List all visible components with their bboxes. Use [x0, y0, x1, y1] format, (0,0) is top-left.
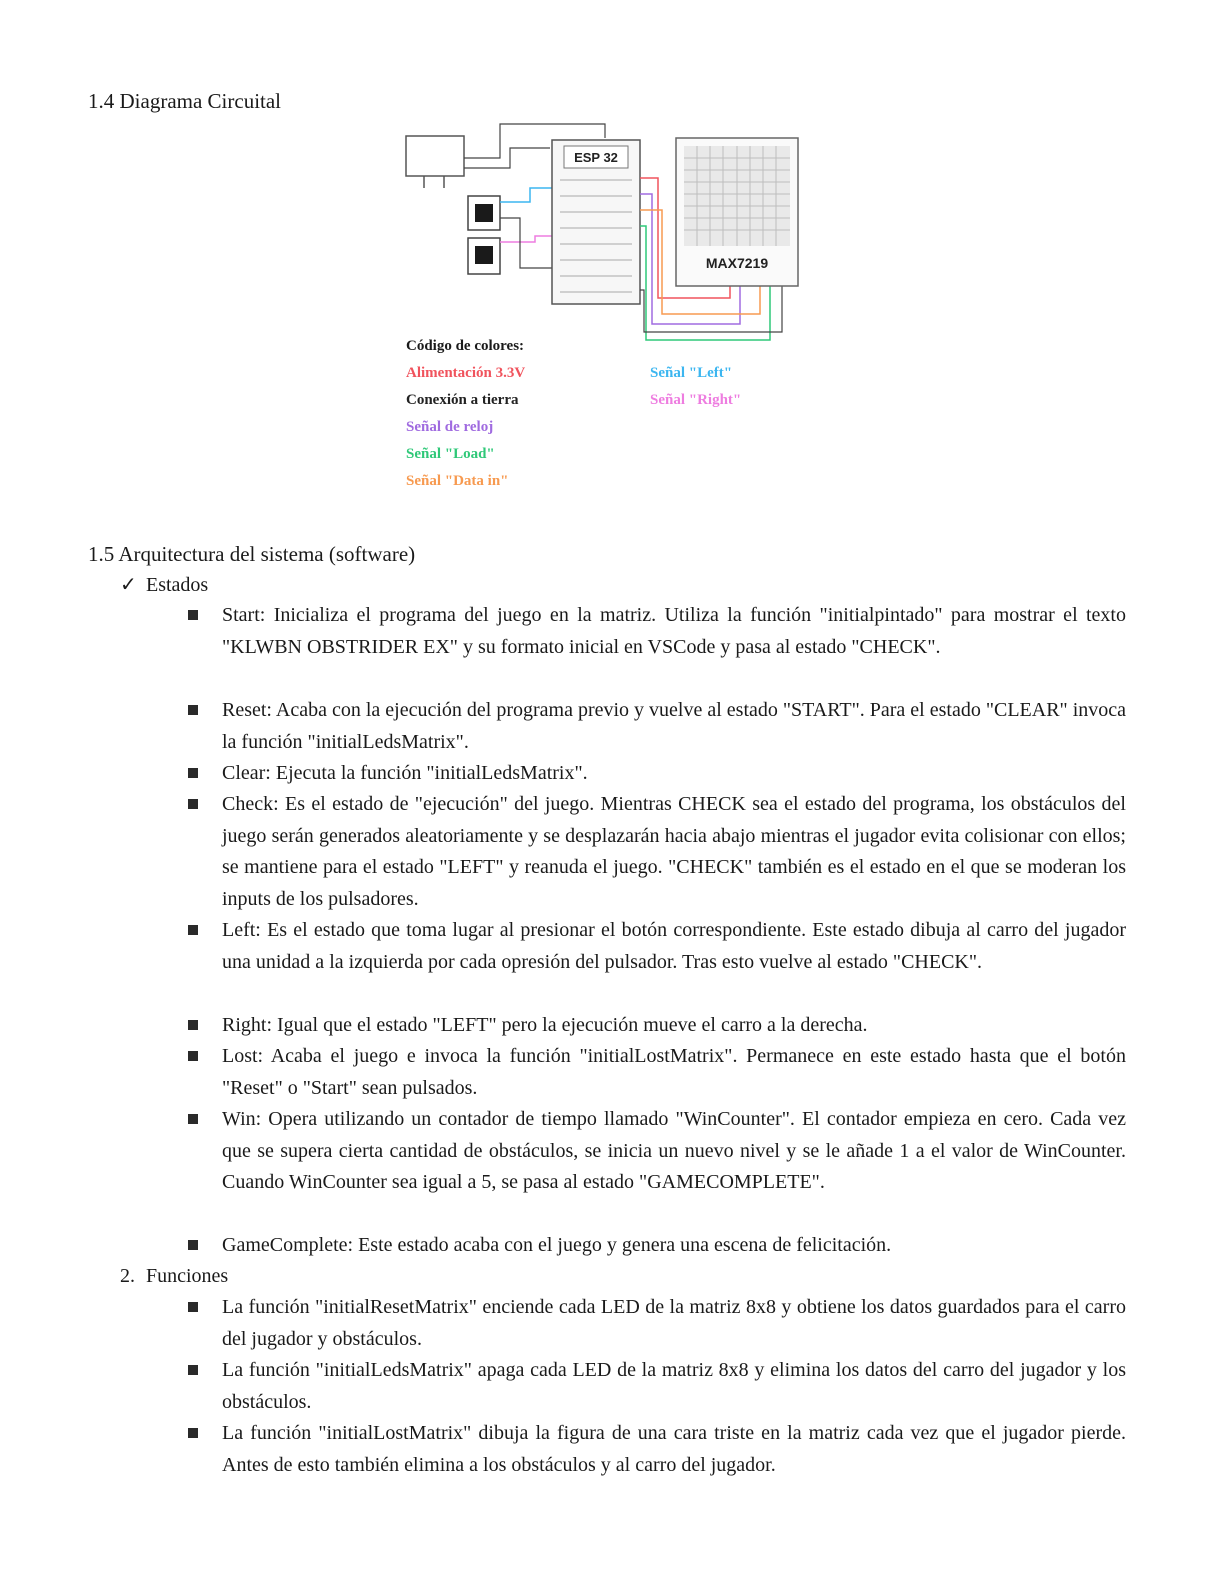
legend-item-data-in: Señal "Data in": [406, 473, 509, 489]
bullet-square-icon: [188, 768, 198, 778]
bullet-square-icon: [188, 1240, 198, 1250]
list-item: Check: Es el estado de "ejecución" del juego. Mientras CHECK sea el estado del programa, los obstáculos del juego serán generados aleatoriamente y se desplazarán hacia abajo mientras el jugador evita colisionar con ellos; se mantiene para el estado "LEFT" y reanuda el juego. "CHECK" también es el estado en el que se moderan los inputs de los pulsadores.: [188, 789, 1126, 915]
list-item: La función "initialLedsMatrix" apaga cada LED de la matriz 8x8 y elimina los datos del carro del jugador y los obstáculos.: [188, 1355, 1126, 1418]
chip-label: ESP 32: [574, 150, 618, 165]
functions-subheading: [120, 1263, 228, 1289]
bullet-square-icon: [188, 1114, 198, 1124]
legend-item-left: Señal "Left": [650, 365, 733, 381]
states-title: Estados: [146, 574, 209, 596]
list-item: Lost: Acaba el juego e invoca la función "initialLostMatrix". Permanece en este estado hasta que el botón "Reset" o "Start" sean pulsados.: [188, 1041, 1126, 1104]
functions-number: 2.: [120, 1265, 135, 1287]
section-heading-architecture: 1.5 Arquitectura del sistema (software): [88, 542, 416, 566]
list-item: Start: Inicializa el programa del juego en la matriz. Utiliza la función "initialpintado" para mostrar el texto "KLWBN OBSTRIDER EX" y su formato inicial en VSCode y pasa al estado "CHECK".: [188, 600, 1126, 663]
legend-item-load: Señal "Load": [406, 446, 495, 462]
legend-title: Código de colores:: [406, 338, 525, 354]
bullet-square-icon: [188, 1302, 198, 1312]
list-item: Clear: Ejecuta la función "initialLedsMatrix".: [188, 758, 1126, 790]
matrix-label: MAX7219: [705, 255, 769, 271]
bullet-square-icon: [188, 1020, 198, 1030]
bullet-square-icon: [188, 705, 198, 715]
list-item: Win: Opera utilizando un contador de tiempo llamado "WinCounter". El contador empieza en cero. Cada vez que se supera cierta cantidad de obstáculos, se inicia un nuevo nivel y se le añade 1 a el valor de WinCounter. Cuando WinCounter sea igual a 5, se pasa al estado "GAMECOMPLETE".: [188, 1104, 1126, 1199]
legend-item-ground: Conexión a tierra: [406, 392, 519, 408]
list-item: Right: Igual que el estado "LEFT" pero la ejecución mueve el carro a la derecha.: [188, 1010, 1126, 1042]
power-module: [406, 136, 464, 176]
functions-title: Funciones: [146, 1265, 229, 1287]
bullet-square-icon: [188, 1051, 198, 1061]
circuit-schematic: [400, 118, 810, 358]
states-subheading: [120, 572, 208, 598]
circuit-diagram: [400, 118, 810, 498]
list-item: La función "initialLostMatrix" dibuja la figura de una cara triste en la matriz cada vez que el jugador pierde. Antes de esto también elimina a los obstáculos y al carro del jugador.: [188, 1418, 1126, 1481]
legend-item-clock: Señal de reloj: [406, 419, 494, 435]
list-item: Reset: Acaba con la ejecución del programa previo y vuelve al estado "START". Para el estado "CLEAR" invoca la función "initialLedsMatrix".: [188, 695, 1126, 758]
list-item: La función "initialResetMatrix" enciende cada LED de la matriz 8x8 y obtiene los datos guardados para el carro del jugador y obstáculos.: [188, 1292, 1126, 1355]
list-item: Left: Es el estado que toma lugar al presionar el botón correspondiente. Este estado dibuja al carro del jugador una unidad a la izquierda por cada opresión del pulsador. Tras esto vuelve al estado "CHECK".: [188, 915, 1126, 978]
bullet-square-icon: [188, 925, 198, 935]
legend-item-right: Señal "Right": [650, 392, 742, 408]
section-heading-circuit-diagram: 1.4 Diagrama Circuital: [88, 89, 282, 113]
bullet-square-icon: [188, 799, 198, 809]
legend-item-power: Alimentación 3.3V: [406, 365, 526, 381]
bullet-square-icon: [188, 1428, 198, 1438]
list-item: GameComplete: Este estado acaba con el juego y genera una escena de felicitación.: [188, 1230, 1126, 1262]
bullet-square-icon: [188, 1365, 198, 1375]
bullet-square-icon: [188, 610, 198, 620]
check-mark-icon: ✓: [120, 574, 137, 596]
